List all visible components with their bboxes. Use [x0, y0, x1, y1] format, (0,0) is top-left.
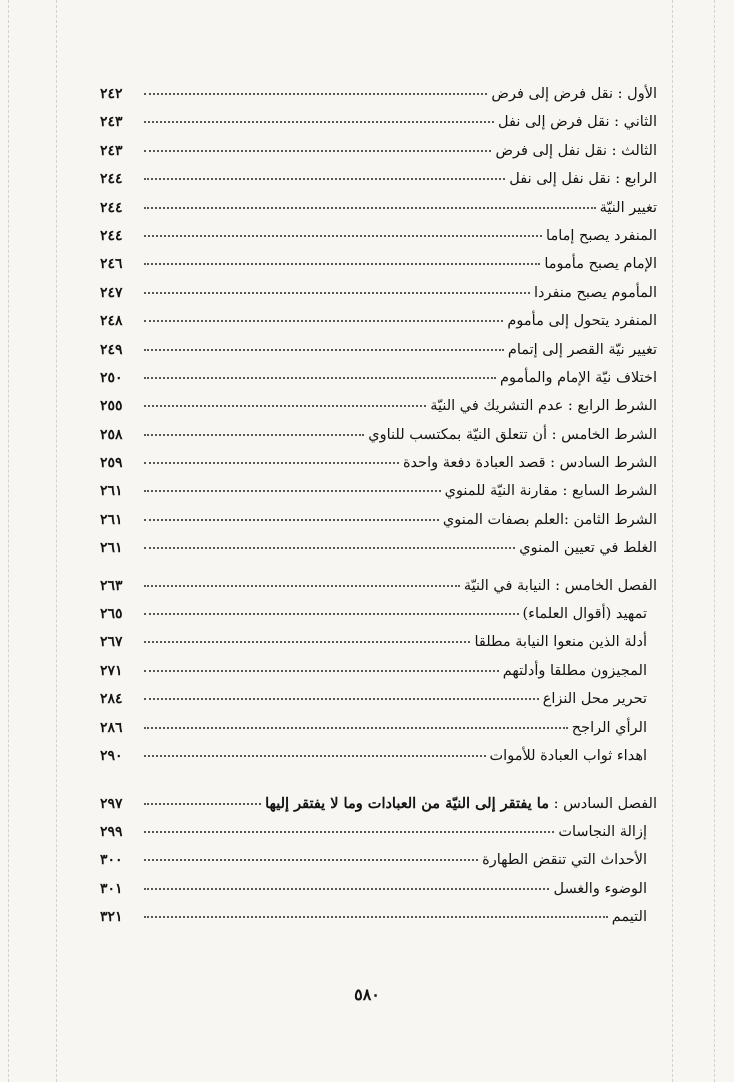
page-number: ٥٨٠ [354, 985, 380, 1004]
margin-guide-right-inner [672, 0, 673, 1082]
toc-entry: المنفرد يتحول إلى مأموم ٢٤٨ [100, 313, 657, 330]
toc-entry: تغيير نيّة القصر إلى إتمام ٢٤٩ [100, 341, 657, 358]
toc-entry: اهداء ثواب العبادة للأموات ٢٩٠ [100, 747, 647, 764]
toc-entry: التيمم ٣٢١ [100, 908, 647, 925]
toc-entry: أدلة الذين منعوا النيابة مطلقا ٢٦٧ [100, 634, 647, 651]
toc-entry: الشرط السادس : قصد العبادة دفعة واحدة ٢٥٩ [100, 455, 657, 472]
toc-entry: تمهيد (أقوال العلماء) ٢٦٥ [100, 606, 647, 623]
toc-entry: الشرط الخامس : أن تتعلق النيّة بمكتسب للناوي ٢٥٨ [100, 426, 657, 443]
toc-entry: اختلاف نيّة الإمام والمأموم ٢٥٠ [100, 369, 657, 386]
toc-entry: المنفرد يصبح إماما ٢٤٤ [100, 227, 657, 244]
toc-entry: الإمام يصبح مأموما ٢٤٦ [100, 256, 657, 273]
toc-entry: الرابع : نقل نفل إلى نفل ٢٤٤ [100, 171, 657, 188]
toc-entry: الشرط الثامن :العلم بصفات المنوي ٢٦١ [100, 511, 657, 528]
toc-entry: الغلط في تعيين المنوي ٢٦١ [100, 540, 657, 557]
toc-chapter-heading: الفصل الخامس : النيابة في النيّة ٢٦٣ [100, 577, 657, 594]
toc-entry: المجيزون مطلقا وأدلتهم ٢٧١ [100, 662, 647, 679]
toc-entry: الأحداث التي تنقض الطهارة ٣٠٠ [100, 852, 647, 869]
toc-entry: الثاني : نقل فرض إلى نفل ٢٤٣ [100, 114, 657, 131]
toc-entry: الرأي الراجح ٢٨٦ [100, 719, 647, 736]
toc-entry: الثالث : نقل نفل إلى فرض ٢٤٣ [100, 142, 657, 159]
toc-entry: الشرط السابع : مقارنة النيّة للمنوي ٢٦١ [100, 483, 657, 500]
table-of-contents [100, 86, 657, 937]
toc-entry: الوضوء والغسل ٣٠١ [100, 880, 647, 897]
toc-entry: تغيير النيّة ٢٤٤ [100, 199, 657, 216]
margin-guide-right-outer [714, 0, 715, 1082]
toc-entry: إزالة النجاسات ٢٩٩ [100, 823, 647, 840]
toc-entry: الشرط الرابع : عدم التشريك في النيّة ٢٥٥ [100, 398, 657, 415]
toc-entry: الأول : نقل فرض إلى فرض ٢٤٢ [100, 86, 657, 102]
toc-chapter-heading: الفصل السادس : ما يفتقر إلى النيّة من العبادات وما لا يفتقر إليها ٢٩٧ [100, 795, 657, 813]
margin-guide-left-inner [56, 0, 57, 1082]
toc-entry: المأموم يصبح منفردا ٢٤٧ [100, 284, 657, 301]
margin-guide-left-outer [8, 0, 9, 1082]
toc-entry: تحرير محل النزاع ٢٨٤ [100, 691, 647, 708]
